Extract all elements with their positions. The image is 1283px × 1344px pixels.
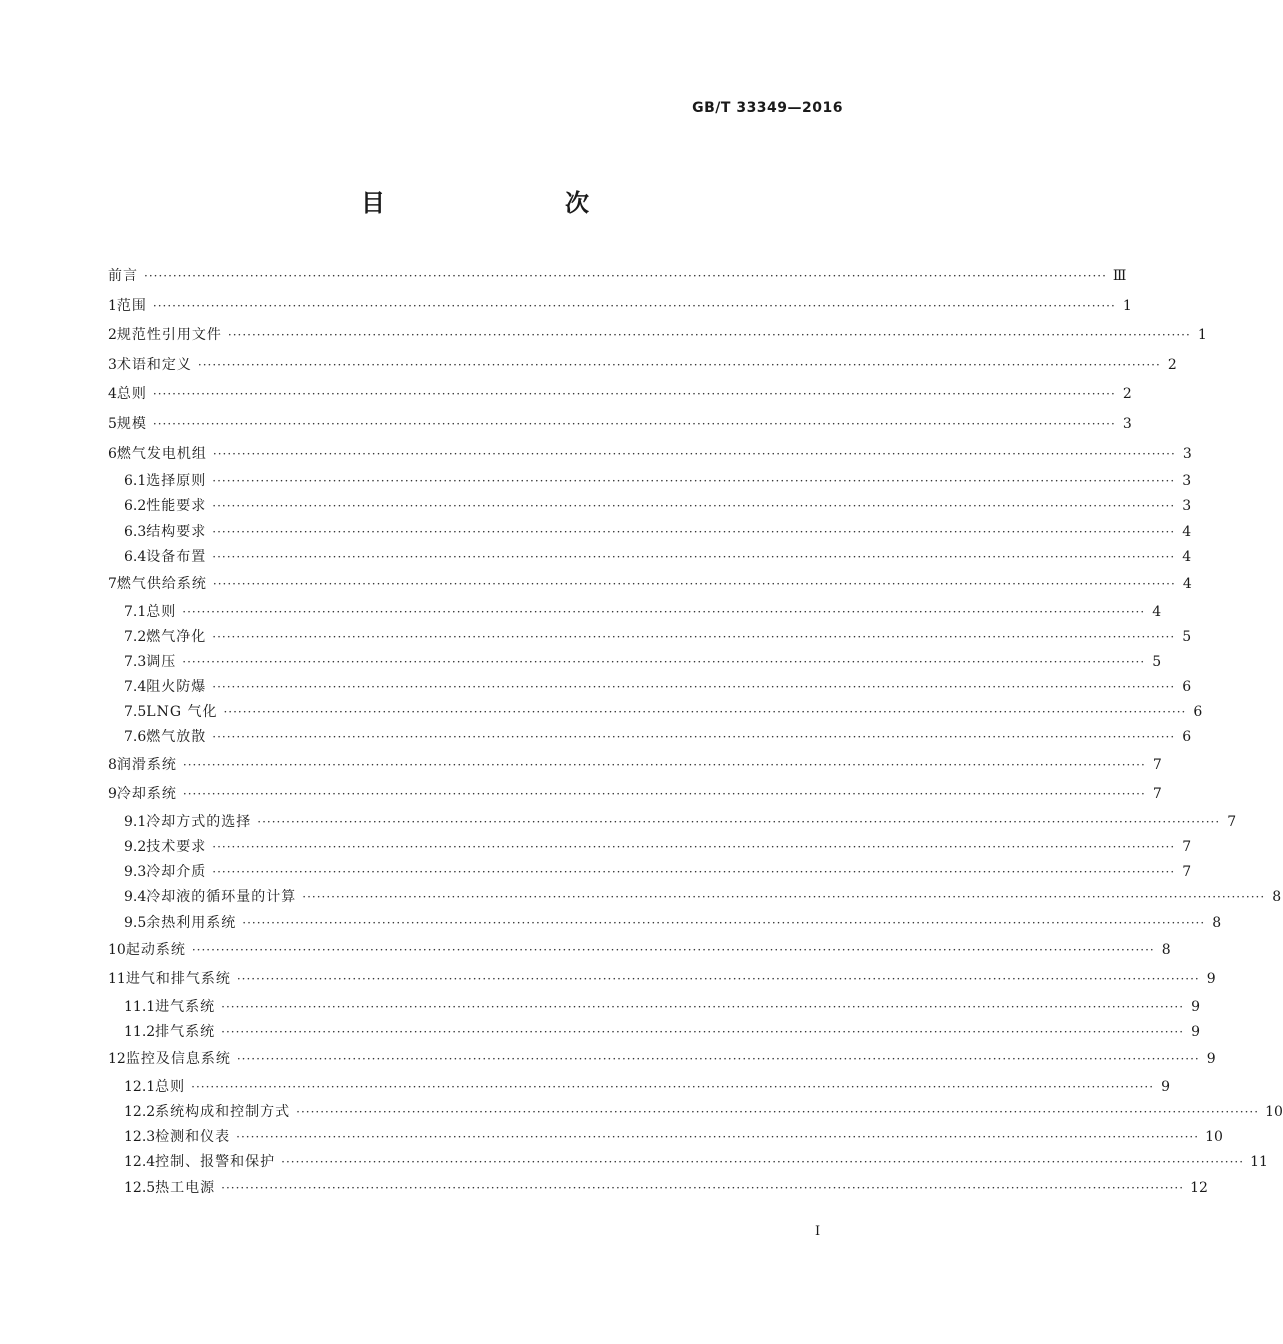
toc-entry-label: 范围 (116, 297, 147, 314)
dot-leader: ········································································································································································································ (236, 1130, 1200, 1145)
toc-entry-page: 7 (1182, 864, 1192, 881)
toc-entry[interactable] (108, 1100, 1283, 1125)
toc-entry-number: 9.5 (124, 914, 147, 931)
toc-entry-page: Ⅲ (1112, 268, 1127, 284)
dot-leader: ········································································································································································································ (212, 680, 1176, 695)
toc-entry[interactable] (108, 545, 1192, 570)
standard-code: GB/T 33349—2016 (692, 100, 843, 116)
toc-entry-number: 9.4 (124, 889, 147, 906)
toc-entry-label: 燃气净化 (146, 628, 207, 645)
toc-entry-page: 4 (1152, 603, 1162, 620)
toc-entry[interactable] (108, 725, 1192, 750)
toc-entry-number: 9.2 (124, 839, 147, 855)
toc-entry-number: 6.3 (124, 523, 147, 540)
dot-leader: ········································································································································································································ (182, 654, 1146, 669)
dot-leader: ········································································································································································································ (221, 999, 1185, 1014)
toc-entry[interactable] (108, 321, 1207, 351)
toc-entry-label: 热工电源 (155, 1179, 216, 1196)
toc-entry[interactable] (108, 1150, 1268, 1175)
toc-entry-page: 9 (1206, 1051, 1216, 1068)
toc-entry-page: 10 (1205, 1129, 1223, 1146)
dot-leader: ········································································································································································································ (212, 524, 1176, 539)
toc-entry-number: 7 (108, 575, 117, 592)
toc-entry[interactable] (108, 885, 1282, 910)
toc-entry-page: 3 (1182, 473, 1192, 490)
toc-entry-label: 冷却介质 (146, 864, 207, 881)
dot-leader: ········································································································································································································ (223, 705, 1187, 720)
toc-entry-page: 5 (1182, 628, 1192, 645)
dot-leader: ········································································································································································································ (212, 840, 1176, 854)
toc-entry[interactable] (108, 700, 1203, 725)
toc-entry[interactable] (108, 780, 1162, 810)
dot-leader: ········································································································································································································ (191, 1079, 1155, 1094)
toc-entry-number: 11.2 (124, 1024, 156, 1041)
toc-entry-label: 系统构成和控制方式 (155, 1104, 291, 1121)
toc-entry-page: 3 (1122, 415, 1132, 432)
toc-entry[interactable] (108, 380, 1132, 410)
toc-entry-number: 1 (108, 297, 117, 314)
toc-entry-number: 9.3 (124, 864, 147, 881)
toc-entry-number: 7.6 (124, 729, 147, 746)
toc-entry-label: 燃气发电机组 (116, 445, 207, 462)
toc-entry[interactable] (108, 965, 1216, 995)
toc-entry-number: 2 (108, 327, 117, 344)
toc-entry-page: 3 (1182, 445, 1192, 462)
toc-entry-page: 11 (1250, 1154, 1268, 1171)
dot-leader: ········································································································································································································ (221, 1180, 1185, 1195)
toc-entry-label: 检测和仪表 (155, 1129, 231, 1146)
toc-entry-number: 7.1 (124, 603, 147, 620)
toc-entry-number: 7.4 (124, 679, 147, 696)
toc-entry-number: 12.1 (124, 1078, 156, 1095)
dot-leader: ········································································································································································································ (227, 328, 1191, 343)
toc-entry-label: 技术要求 (146, 839, 207, 855)
dot-leader: ········································································································································································································ (221, 1025, 1185, 1040)
toc-entry[interactable] (108, 292, 1132, 322)
toc-entry[interactable] (108, 751, 1162, 781)
dot-leader: ········································································································································································································ (152, 298, 1116, 313)
dot-leader: ········································································································································································································ (212, 474, 1176, 489)
dot-leader: ········································································································································································································ (296, 1105, 1260, 1120)
toc-entry-label: 性能要求 (146, 498, 207, 515)
dot-leader: ········································································································································································································ (144, 269, 1107, 283)
toc-entry-label: 排气系统 (155, 1024, 216, 1041)
dot-leader: ········································································································································································································ (212, 629, 1176, 644)
toc-entry-page: 3 (1182, 498, 1192, 515)
toc-entry-page: 7 (1152, 756, 1162, 773)
toc-entry-page: 7 (1152, 786, 1162, 803)
dot-leader: ········································································································································································································ (212, 865, 1176, 880)
toc-entry-number: 12.3 (124, 1129, 156, 1146)
toc-entry-number: 11 (108, 971, 126, 988)
dot-leader: ········································································································································································································ (182, 787, 1146, 802)
dot-leader: ········································································································································································································ (236, 1052, 1200, 1067)
toc-entry-label: 余热利用系统 (146, 914, 237, 931)
toc-entry-label: 润滑系统 (116, 756, 177, 773)
dot-leader: ········································································································································································································ (212, 730, 1176, 745)
toc-entry[interactable] (108, 936, 1171, 966)
toc-entry-number: 3 (108, 356, 117, 373)
toc-entry-label: 选择原则 (146, 473, 207, 490)
toc-entry[interactable] (108, 675, 1192, 700)
dot-leader: ········································································································································································································ (212, 549, 1176, 564)
toc-entry[interactable] (108, 1075, 1171, 1100)
toc-entry[interactable] (108, 860, 1192, 885)
toc-entry[interactable] (108, 469, 1192, 494)
toc-entry-page: 7 (1227, 813, 1237, 830)
dot-leader: ········································································································································································································ (182, 757, 1146, 772)
dot-leader: ········································································································································································································ (212, 576, 1176, 591)
toc-entry[interactable] (108, 351, 1177, 381)
toc-entry[interactable] (108, 1176, 1208, 1201)
toc-entry-page: 4 (1182, 548, 1192, 565)
toc-entry-page: 1 (1197, 327, 1207, 344)
toc-entry-label: 结构要求 (146, 523, 207, 540)
toc-entry[interactable] (108, 995, 1201, 1020)
toc-entry-label: 总则 (116, 386, 147, 403)
toc-entry-number: 6.2 (124, 498, 147, 515)
toc-entry-label: 设备布置 (146, 548, 207, 565)
toc-entry-number: 11.1 (124, 998, 156, 1015)
dot-leader: ········································································································································································································ (302, 890, 1266, 905)
toc-entry-label: 进气系统 (155, 998, 216, 1015)
toc-entry-number: 6.4 (124, 548, 147, 565)
toc-entry-page: 12 (1190, 1179, 1208, 1196)
toc-entry-page: 5 (1152, 653, 1162, 670)
dot-leader: ········································································································································································································ (197, 357, 1161, 372)
dot-leader: ········································································································································································································ (212, 446, 1176, 461)
toc-entry[interactable] (108, 570, 1192, 600)
toc-entry-number: 7.2 (124, 628, 147, 645)
toc-entry-label: 总则 (146, 603, 177, 620)
toc-entry-number: 9 (108, 786, 117, 803)
toc-entry[interactable] (108, 650, 1162, 675)
toc-entry-label: 规范性引用文件 (116, 327, 222, 344)
toc-entry-page: 4 (1182, 575, 1192, 592)
toc-entry-page: 1 (1122, 297, 1132, 314)
page-number: I (815, 1224, 821, 1239)
toc-entry[interactable] (108, 835, 1192, 860)
toc-entry-page: 2 (1167, 356, 1177, 373)
toc-entry-label: 冷却液的循环量的计算 (146, 889, 297, 906)
dot-leader: ········································································································································································································ (152, 387, 1116, 402)
toc-entry[interactable] (108, 600, 1162, 625)
dot-leader: ········································································································································································································ (152, 416, 1116, 431)
toc-entry-page: 6 (1193, 704, 1203, 721)
toc-entry-label: 起动系统 (125, 941, 186, 958)
toc-entry-number: 12.5 (124, 1179, 156, 1196)
table-of-contents (108, 262, 1283, 1201)
toc-entry-page: 7 (1182, 839, 1192, 855)
toc-entry-label: 总则 (155, 1078, 186, 1095)
dot-leader: ········································································································································································································ (182, 604, 1146, 619)
toc-entry[interactable] (108, 1045, 1216, 1075)
toc-entry-label: 规模 (116, 415, 147, 432)
toc-entry-page: 6 (1182, 729, 1192, 746)
toc-entry-page: 8 (1272, 889, 1282, 906)
toc-entry[interactable] (108, 1020, 1201, 1045)
toc-entry-number: 7.5 (124, 704, 147, 721)
toc-entry-label: 冷却方式的选择 (146, 813, 252, 830)
toc-entry[interactable] (108, 810, 1237, 835)
toc-entry[interactable] (108, 262, 1127, 292)
toc-entry-label: 术语和定义 (116, 356, 192, 373)
dot-leader: ········································································································································································································ (257, 814, 1221, 829)
toc-entry-number: 6 (108, 445, 117, 462)
toc-entry-page: 8 (1212, 914, 1222, 931)
toc-entry-number: 5 (108, 415, 117, 432)
toc-entry-label: 燃气供给系统 (116, 575, 207, 592)
toc-entry-number: 10 (108, 941, 126, 958)
toc-entry[interactable] (108, 494, 1192, 519)
toc-entry-number: 12.4 (124, 1154, 156, 1171)
toc-entry-number: 6.1 (124, 473, 147, 490)
toc-entry-label: LNG 气化 (146, 704, 218, 721)
toc-entry-number: 9.1 (124, 813, 147, 830)
toc-entry-number: 8 (108, 756, 117, 773)
toc-entry-page: 8 (1161, 941, 1171, 958)
toc-entry-page: 9 (1191, 998, 1201, 1015)
toc-entry-page: 9 (1161, 1078, 1171, 1095)
toc-entry[interactable] (108, 911, 1222, 936)
toc-entry-number: 12 (108, 1051, 126, 1068)
toc-entry-label: 燃气放散 (146, 729, 207, 746)
toc-entry-page: 4 (1182, 523, 1192, 540)
page-title: 目 次 (361, 188, 633, 217)
toc-entry-label: 前言 (108, 268, 138, 284)
toc-entry-label: 进气和排气系统 (125, 971, 231, 988)
toc-entry-page: 2 (1122, 386, 1132, 403)
dot-leader: ········································································································································································································ (236, 972, 1200, 987)
toc-entry-label: 控制、报警和保护 (155, 1154, 276, 1171)
dot-leader: ········································································································································································································ (191, 942, 1155, 957)
dot-leader: ········································································································································································································ (281, 1155, 1245, 1170)
toc-entry[interactable] (108, 440, 1192, 470)
toc-entry[interactable] (108, 625, 1192, 650)
toc-entry-number: 7.3 (124, 653, 147, 670)
toc-entry-number: 4 (108, 386, 117, 403)
toc-entry[interactable] (108, 1125, 1223, 1150)
toc-entry-label: 冷却系统 (116, 786, 177, 803)
toc-entry[interactable] (108, 410, 1132, 440)
toc-entry-number: 12.2 (124, 1104, 156, 1121)
toc-entry-label: 调压 (146, 653, 177, 670)
toc-entry-label: 阻火防爆 (146, 679, 207, 696)
dot-leader: ········································································································································································································ (242, 915, 1206, 930)
toc-entry-page: 9 (1206, 971, 1216, 988)
toc-entry[interactable] (108, 520, 1192, 545)
toc-entry-page: 9 (1191, 1024, 1201, 1041)
toc-entry-page: 10 (1265, 1104, 1283, 1121)
toc-entry-label: 监控及信息系统 (125, 1051, 231, 1068)
toc-entry-page: 6 (1182, 679, 1192, 696)
dot-leader: ········································································································································································································ (212, 499, 1176, 514)
